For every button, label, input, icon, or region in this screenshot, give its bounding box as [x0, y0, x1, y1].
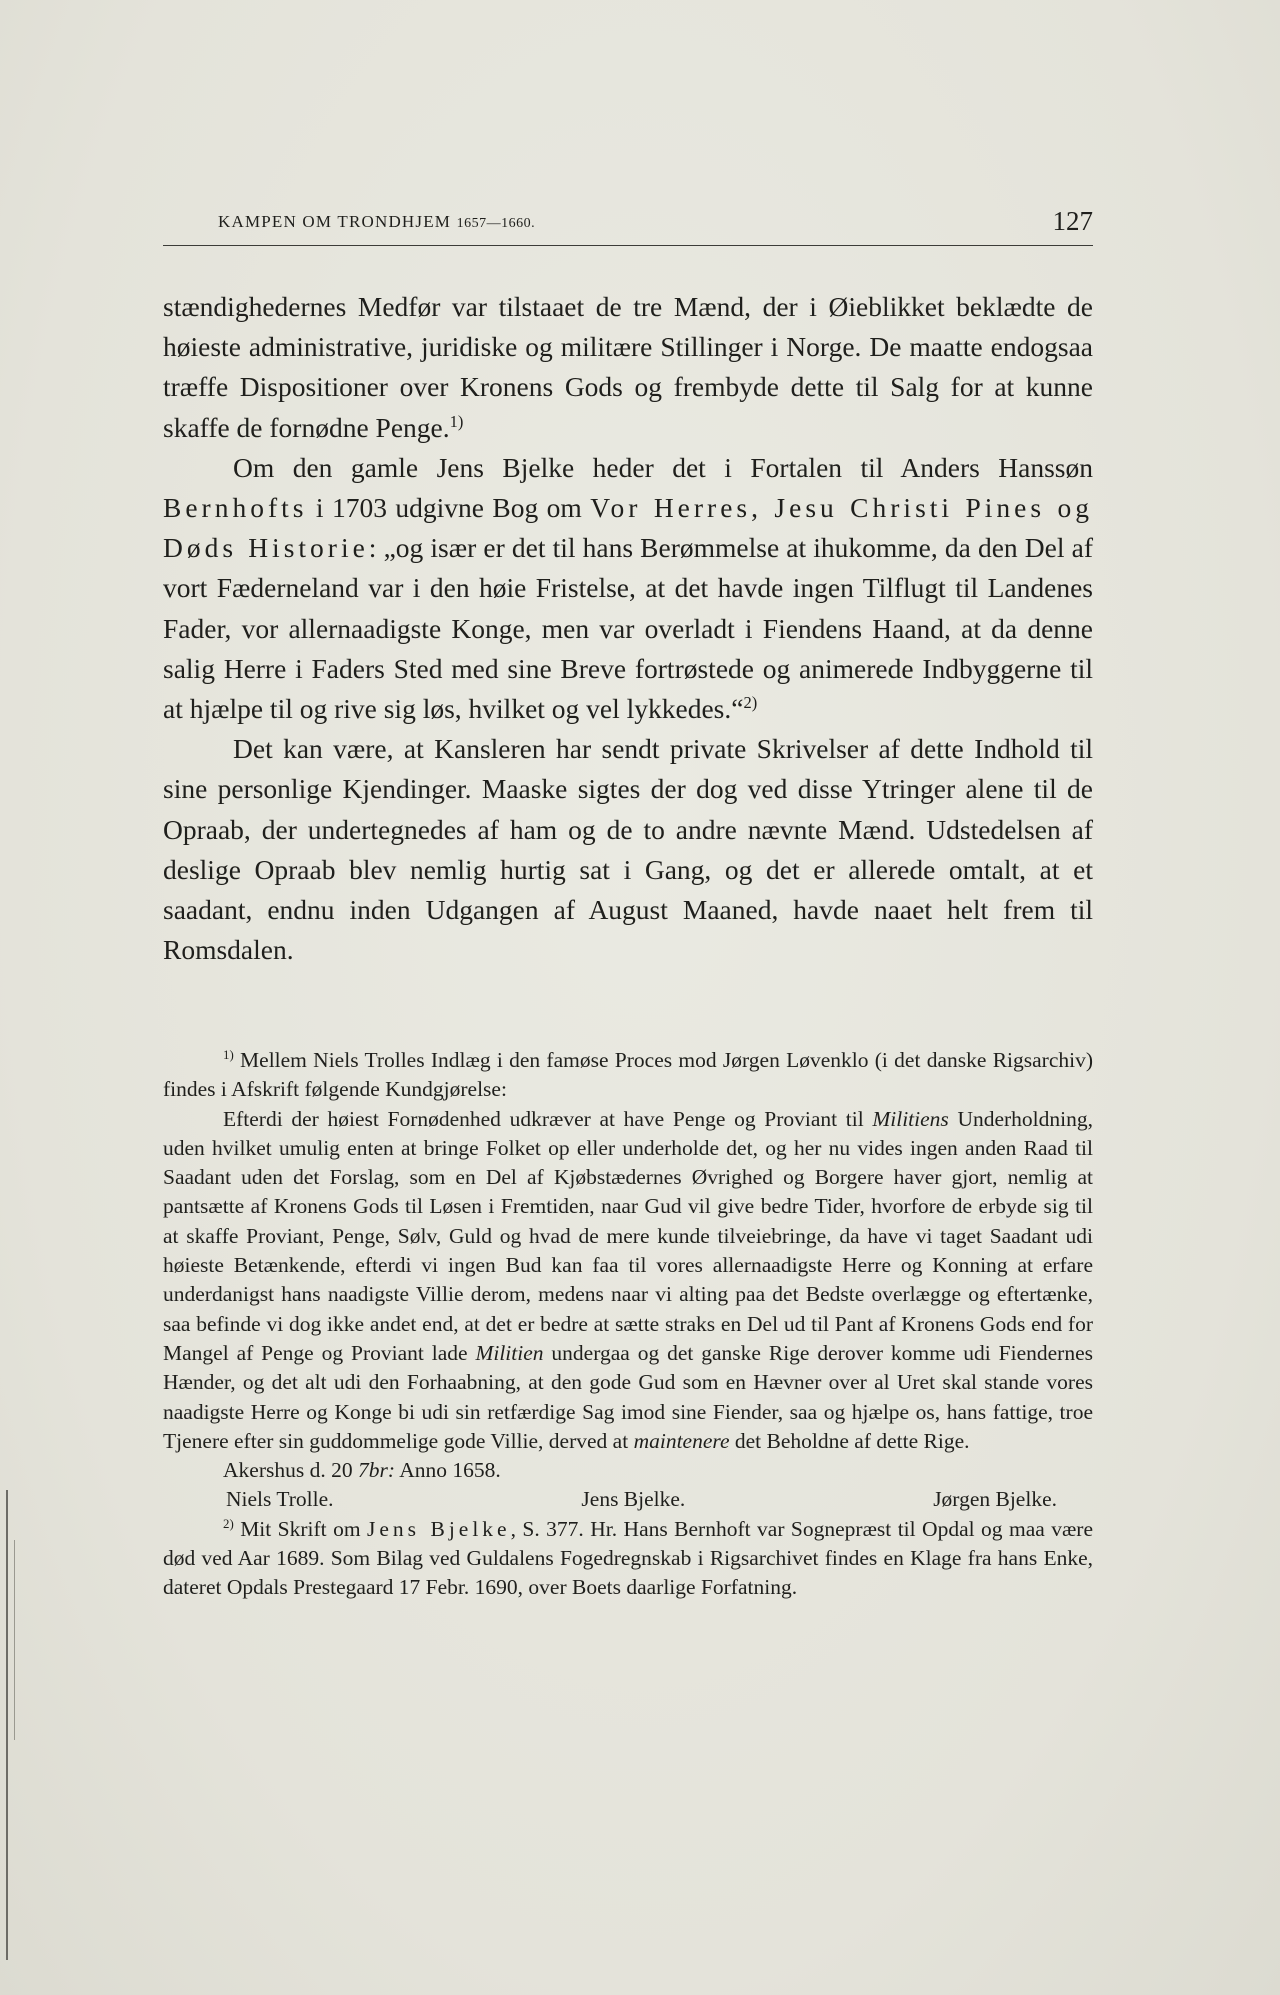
- signatories: [163, 1485, 1093, 1514]
- paragraph-2-intro: Om den gamle Jens Bjelke heder det i Fortalen til Anders Hanssøn: [233, 451, 1093, 483]
- footnote-1-marker-number: 1: [223, 1047, 230, 1062]
- page-header: [163, 200, 1093, 246]
- place-date-part-a: Akershus d. 20: [223, 1458, 358, 1483]
- footnote-1-intro-text: Mellem Niels Trolles Indlæg i den famøse Proces mod Jørgen Løvenklo (i det danske Rigsarchiv) findes i Afskrift følgende Kundgjørelse:: [163, 1048, 1093, 1102]
- page-edge-line: [6, 1490, 8, 1960]
- page-number: 127: [1052, 206, 1093, 236]
- footnote-1-quote-italic-2: Militien: [475, 1340, 544, 1365]
- footnote-ref-2: 2): [743, 692, 758, 712]
- paragraph-3: [163, 729, 1093, 970]
- footnote-ref-2-number: 2: [743, 692, 752, 712]
- footnote-2: [163, 1515, 1093, 1603]
- running-title-text: KAMPEN OM TRONDHJEM: [218, 212, 452, 231]
- paragraph-2-quote: : „og især er det til hans Berømmelse at ihukomme, da den Del af vort Fæderneland var i den høie Fristelse, at det havde ingen Tilflugt til Landenes Fader, vor allernaadigste Konge, men var overladt i Fiendens Haand, at da denne salig Herre i Faders Sted med sine Breve fortrøstede og animerede Indbyggerne til at hjælpe til og rive sig løs, hvilket og vel lykkedes.“: [163, 532, 1093, 725]
- footnote-1-quote-italic-1: Militiens: [872, 1106, 949, 1131]
- footnote-1-place-date: [163, 1456, 1093, 1485]
- place-date-month: 7br:: [357, 1458, 395, 1483]
- paragraph-1-text: stændighedernes Medfør var tilstaaet de tre Mænd, der i Øieblikket beklædte de høieste administrative, juridiske og militære Stillinger i Norge. De maatte endogsaa træffe Dispositioner over Kronens Gods og frembyde dette til Salg for at kunne skaffe de fornødne Penge.: [163, 291, 1093, 443]
- main-text: [163, 287, 1093, 970]
- footnote-ref-1: 1): [449, 411, 464, 431]
- footnote-1-intro: [163, 1046, 1093, 1105]
- footnote-2-marker-number: 2: [223, 1516, 230, 1531]
- footnote-1-quote: [163, 1105, 1093, 1457]
- running-title: [218, 212, 535, 232]
- footnote-1-quote-part-a: Efterdi der høiest Fornødenhed udkræver at have Penge og Proviant til: [223, 1106, 873, 1131]
- signatory-niels-trolle: Niels Trolle.: [226, 1487, 334, 1512]
- footnote-1-quote-part-c: undergaa og det ganske Rige derover komme udi Fiendernes Hænder, og det alt udi den Forhaabning, at den gode Gud som en Hævner over al Uret skal stande vores naadigste Herre og Konge bi udi sin retfærdige Sag imod sine Fiender, saa og hjælpe os, hans fattige, troe Tjenere efter sin guddommelige gode Villie, derved at: [163, 1340, 1093, 1453]
- place-date-part-b: Anno 1658.: [395, 1458, 501, 1483]
- footnotes: [163, 1046, 1093, 1603]
- footnote-2-part-a: Mit Skrift om: [240, 1516, 368, 1541]
- paragraph-2-mid: i 1703 udgivne Bog om: [307, 492, 591, 524]
- signatory-jens-bjelke: Jens Bjelke.: [581, 1487, 686, 1512]
- running-title-years: 1657—1660.: [456, 216, 536, 231]
- book-title-spaced: Vor Herres, Jesu Christi Pines og Døds Historie: [163, 492, 1093, 564]
- footnote-ref-1-number: 1: [449, 411, 458, 431]
- footnote-2-part-b: , S. 377. Hr. Hans Bernhoft var Sognepræst til Opdal og maa være død ved Aar 1689. Som Bilag ved Guldalens Fogedregnskab i Rigsarchivet findes en Klage fra hans Enke, dateret Opdals Prestegaard 17 Febr. 1690, over Boets daarlige Forfatning.: [163, 1516, 1094, 1600]
- author-name-spaced: Bernhofts: [163, 492, 308, 524]
- footnote-1-quote-part-b: Underholdning, uden hvilket umulig enten at bringe Folket op eller underholde det, og her nu vides ingen anden Raad til Saadant uden det Forslag, som en Del af Kjøbstædernes Øvrighed og Borgere haver gjort, nemlig at pantsætte af Kronens Gods til Løsen i Fremtiden, naar Gud vil give bedre Tider, hvorfore de erbyde sig til at skaffe Proviant, Penge, Sølv, Guld og hvad de mere kunde tilveiebringe, da have vi taget Saadant udi høieste Betænkende, efterdi vi ingen Bud kan faa til vores allernaadigste Herre og Konning at erfare underdanigst hans naadigste Villie derom, medens naar vi alting paa det Bedste overlægge og eftertænke, saa befinde vi dog ikke andet end, at det er bedre at sætte straks en Del ud til Pant af Kronens Gods end for Mangel af Penge og Proviant lade: [163, 1106, 1093, 1365]
- paragraph-2: [163, 448, 1093, 729]
- page-edge-line-secondary: [14, 1540, 15, 1740]
- header-rule: [163, 245, 1093, 246]
- paragraph-1: [163, 287, 1093, 448]
- paragraph-3-text: Det kan være, at Kansleren har sendt private Skrivelser af dette Indhold til sine personlige Kjendinger. Maaske sigtes der dog ved disse Ytringer alene til de Opraab, der undertegnedes af ham og de to andre nævnte Mænd. Udstedelsen af deslige Opraab blev nemlig hurtig sat i Gang, og det er allerede omtalt, at et saadant, endnu inden Udgangen af August Maaned, havde naaet helt frem til Romsdalen.: [163, 733, 1093, 966]
- footnote-2-marker: 2): [223, 1516, 234, 1531]
- footnote-1-quote-italic-3: maintenere: [633, 1428, 730, 1453]
- footnote-2-name-spaced: Jens Bjelke: [367, 1516, 511, 1541]
- signatory-jorgen-bjelke: Jørgen Bjelke.: [933, 1487, 1057, 1512]
- footnote-1-marker: 1): [223, 1047, 234, 1062]
- footnote-1-quote-part-d: det Beholdne af dette Rige.: [729, 1428, 970, 1453]
